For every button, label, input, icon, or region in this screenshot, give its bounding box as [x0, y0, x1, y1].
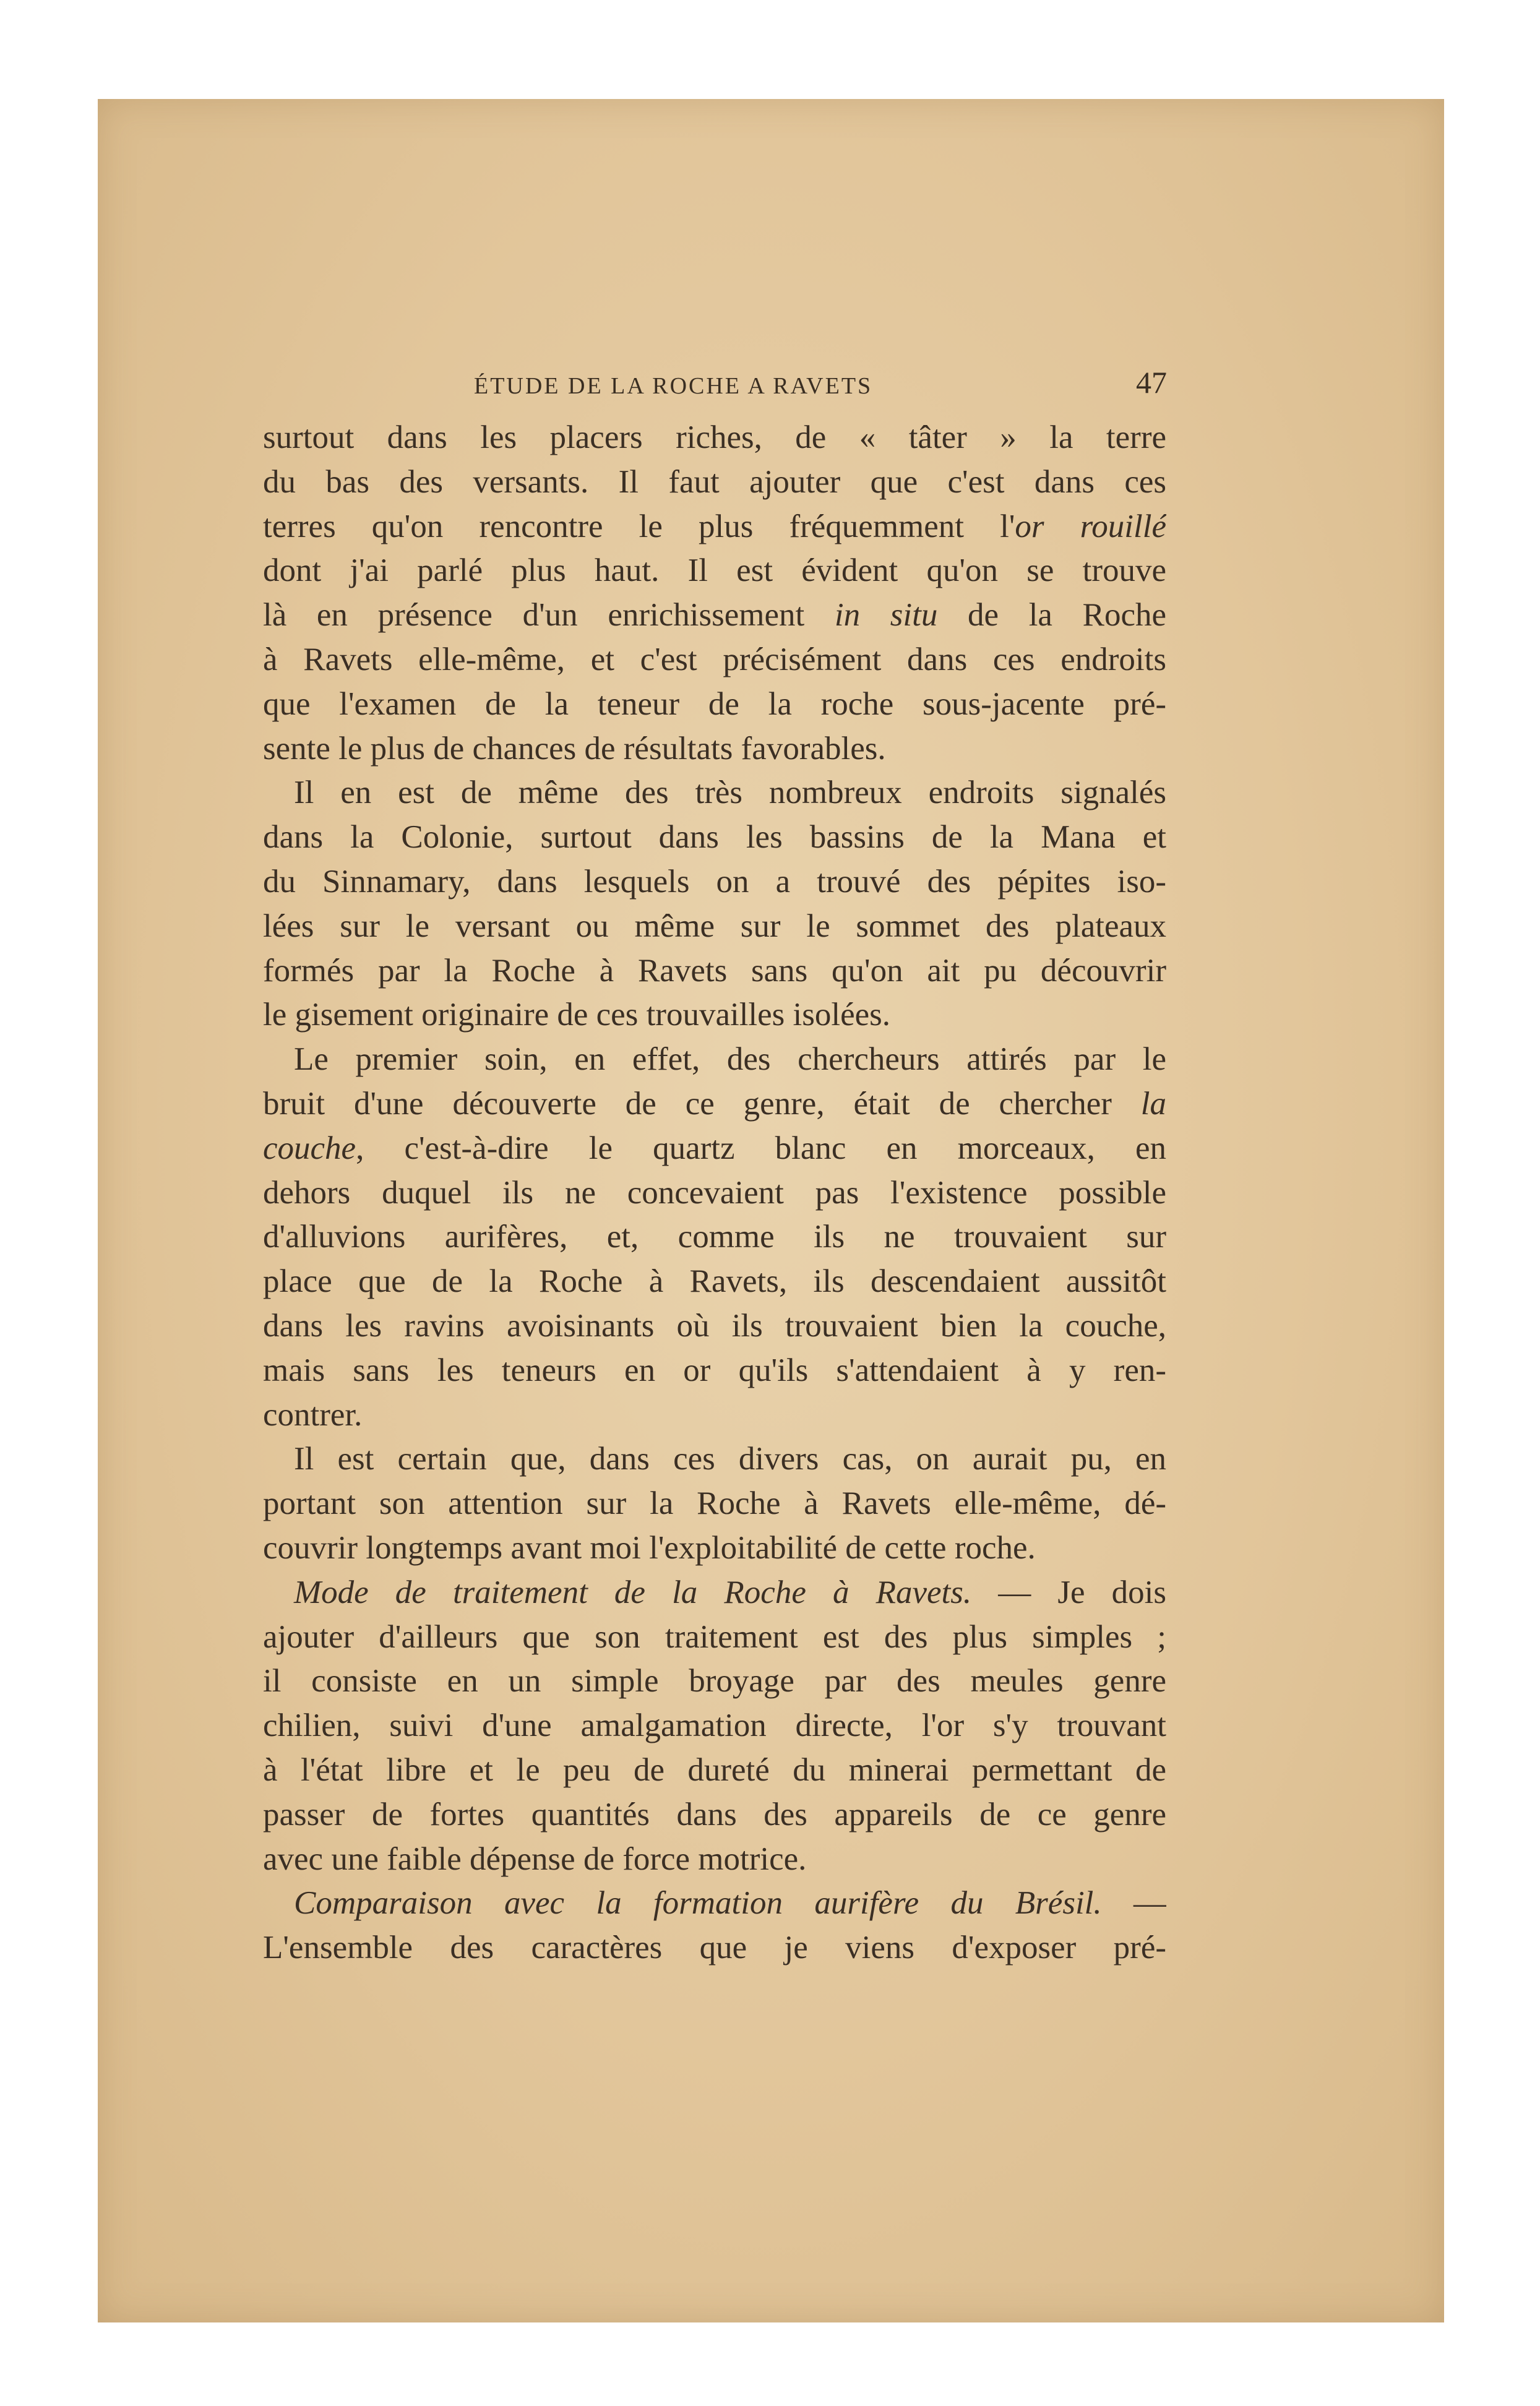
text-line: terres qu'on rencontre le plus fréquemment l'or rouillé [263, 508, 1166, 544]
text-line: du bas des versants. Il faut ajouter que c'est dans ces [263, 463, 1166, 500]
text-line: dans la Colonie, surtout dans les bassins de la Mana et [263, 819, 1166, 856]
italic-term: couche [263, 1130, 356, 1166]
text-line: dont j'ai parlé plus haut. Il est évident qu'on se trouve [263, 552, 1166, 589]
text-line: couvrir longtemps avant moi l'exploitabilité de cette roche. [263, 1529, 1036, 1566]
section-heading-italic: Mode de traitement de la Roche à Ravets. [294, 1574, 972, 1610]
text-line: Mode de traitement de la Roche à Ravets. — Je dois [294, 1574, 1166, 1610]
text-line: bruit d'une découverte de ce genre, était de chercher la [263, 1085, 1166, 1122]
text-line: sente le plus de chances de résultats favorables. [263, 730, 886, 767]
italic-term: in situ [834, 597, 938, 634]
italic-term: or rouillé [1015, 508, 1166, 544]
page-number: 47 [1136, 365, 1167, 400]
text-line: à Ravets elle-même, et c'est précisément dans ces endroits [263, 641, 1166, 677]
text-line: Le premier soin, en effet, des chercheurs attirés par le [294, 1041, 1166, 1078]
text-line: passer de fortes quantités dans des appareils de ce genre [263, 1796, 1166, 1832]
text-line: à l'état libre et le peu de dureté du minerai permettant de [263, 1751, 1166, 1788]
text-line: L'ensemble des caractères que je viens d'exposer pré- [263, 1930, 1166, 1966]
text-line: mais sans les teneurs en or qu'ils s'attendaient à y ren- [263, 1352, 1166, 1388]
text-line: chilien, suivi d'une amalgamation directe, l'or s'y trouvant [263, 1708, 1166, 1744]
text-line: Comparaison avec la formation aurifère du Brésil. — [294, 1885, 1166, 1922]
text-line: formés par la Roche à Ravets sans qu'on ait pu découvrir [263, 952, 1166, 989]
text-line: il consiste en un simple broyage par des meules genre [263, 1663, 1166, 1699]
text-line: surtout dans les placers riches, de « tâter » la terre [263, 419, 1166, 455]
text-line: que l'examen de la teneur de la roche sous-jacente pré- [263, 685, 1166, 722]
text-line: couche, c'est-à-dire le quartz blanc en morceaux, en [263, 1130, 1166, 1166]
running-head: ÉTUDE DE LA ROCHE A RAVETS [474, 373, 873, 399]
text-line: Il en est de même des très nombreux endroits signalés [294, 775, 1166, 811]
text-line: là en présence d'un enrichissement in situ de la Roche [263, 597, 1166, 634]
italic-term: la [1140, 1085, 1166, 1122]
text-line: le gisement originaire de ces trouvailles isolées. [263, 997, 891, 1033]
text-line: d'alluvions aurifères, et, comme ils ne trouvaient sur [263, 1219, 1166, 1255]
text-line: contrer. [263, 1396, 363, 1433]
section-heading-italic: Comparaison avec la formation aurifère du Brésil. [294, 1885, 1102, 1922]
body-text [263, 416, 1166, 1970]
text-line: Il est certain que, dans ces divers cas, on aurait pu, en [294, 1441, 1166, 1477]
text-line: portant son attention sur la Roche à Ravets elle-même, dé- [263, 1485, 1166, 1522]
text-line: ajouter d'ailleurs que son traitement est des plus simples ; [263, 1618, 1166, 1655]
text-line: du Sinnamary, dans lesquels on a trouvé des pépites iso- [263, 863, 1166, 900]
text-line: avec une faible dépense de force motrice. [263, 1841, 807, 1877]
text-line: place que de la Roche à Ravets, ils descendaient aussitôt [263, 1263, 1166, 1300]
text-line: lées sur le versant ou même sur le sommet des plateaux [263, 908, 1166, 944]
text-line: dans les ravins avoisinants où ils trouvaient bien la couche, [263, 1307, 1166, 1344]
text-line: dehors duquel ils ne concevaient pas l'existence possible [263, 1174, 1166, 1211]
